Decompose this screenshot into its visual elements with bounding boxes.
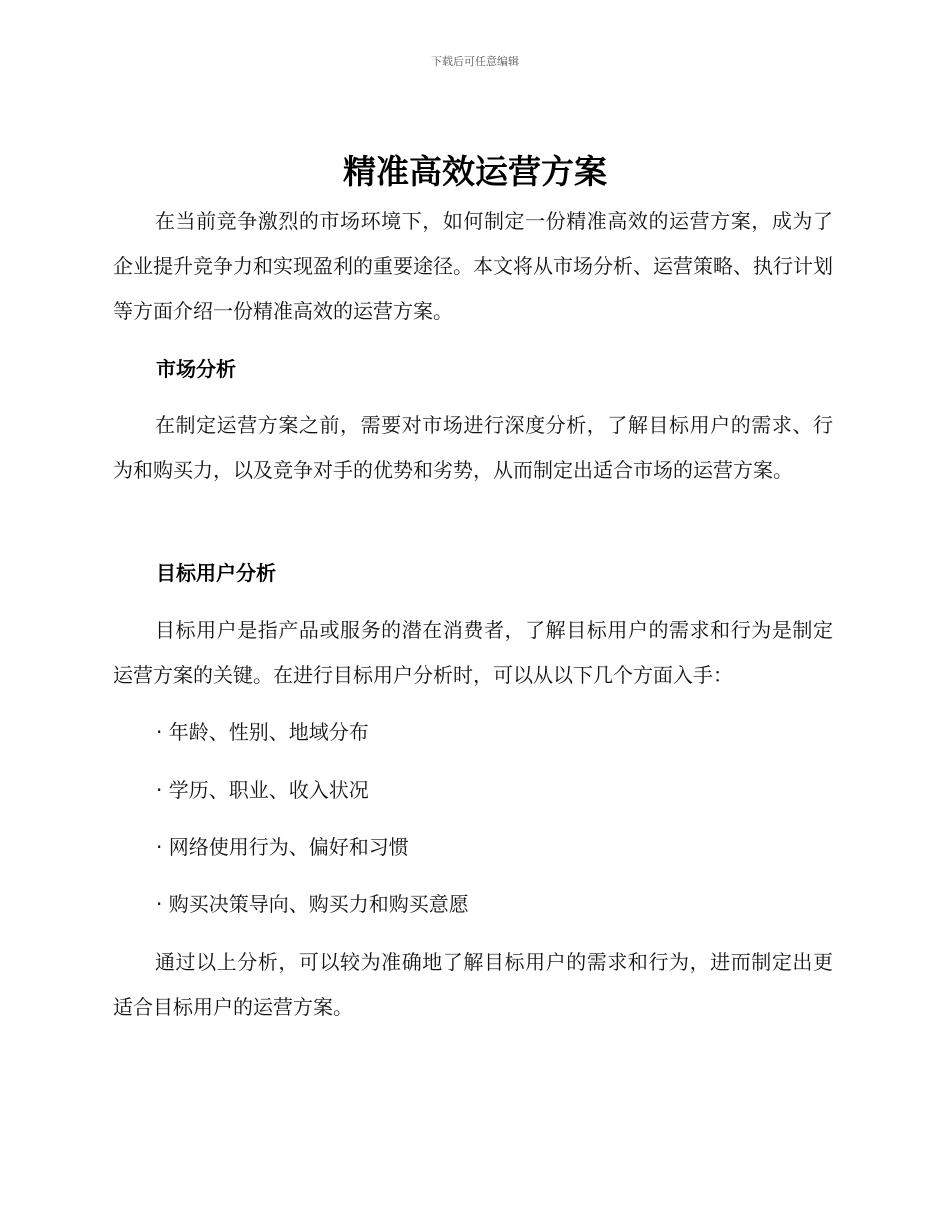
section-heading-users: 目标用户分析 (156, 561, 276, 585)
list-item: · 年龄、性别、地域分布 (156, 720, 369, 744)
users-paragraph: 目标用户是指产品或服务的潜在消费者，了解目标用户的需求和行为是制定运营方案的关键。在进行目标用户分析时，可以从以下几个方面入手： (113, 618, 833, 687)
header-note: 下载后可任意编辑 (431, 55, 519, 68)
list-item: · 学历、职业、收入状况 (156, 778, 369, 802)
conclusion-paragraph: 通过以上分析，可以较为准确地了解目标用户的需求和行为，进而制定出更适合目标用户的运营方案。 (113, 950, 833, 1019)
section-heading-market: 市场分析 (156, 357, 236, 381)
intro-paragraph: 在当前竞争激烈的市场环境下，如何制定一份精准高效的运营方案，成为了企业提升竞争力和实现盈利的重要途径。本文将从市场分析、运营策略、执行计划等方面介绍一份精准高效的运营方案。 (113, 209, 833, 323)
list-item: · 网络使用行为、偏好和习惯 (156, 835, 409, 859)
list-item: · 购买决策导向、购买力和购买意愿 (156, 892, 469, 916)
page-title: 精准高效运营方案 (343, 152, 607, 191)
market-paragraph: 在制定运营方案之前，需要对市场进行深度分析，了解目标用户的需求、行为和购买力，以及竞争对手的优势和劣势，从而制定出适合市场的运营方案。 (113, 413, 833, 482)
